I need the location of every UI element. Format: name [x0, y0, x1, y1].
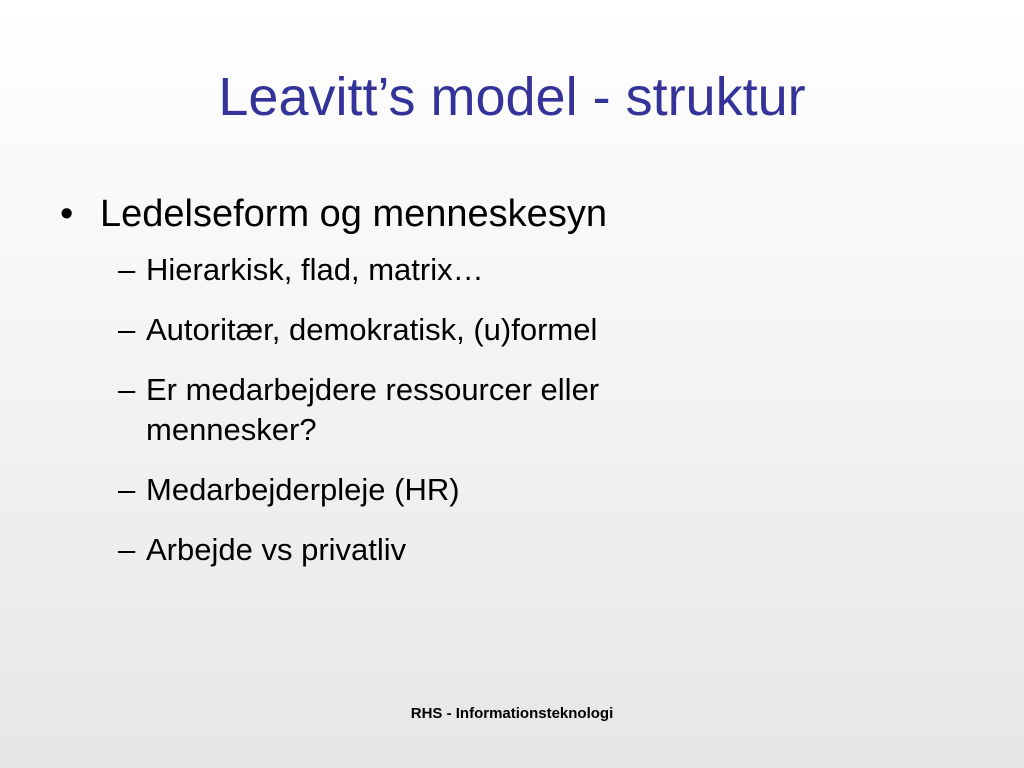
sub-bullet-text: Autoritær, demokratisk, (u)formel [146, 312, 598, 347]
sub-bullet-item [118, 530, 980, 570]
slide-title: Leavitt’s model - struktur [218, 67, 806, 127]
sub-bullet-list [118, 250, 980, 570]
sub-bullet-item [118, 310, 980, 350]
sub-bullet-marker: – [118, 532, 136, 567]
sub-bullet-marker: – [118, 472, 136, 507]
bullet-marker: • [60, 193, 74, 235]
sub-bullet-item [118, 370, 980, 450]
main-bullet [60, 188, 980, 240]
slide-footer: RHS - Informationsteknologi [410, 705, 614, 722]
sub-bullet-text: Arbejde vs privatliv [146, 532, 407, 567]
sub-bullet-text: Hierarkisk, flad, matrix… [146, 252, 484, 287]
slide-content [60, 188, 980, 590]
sub-bullet-marker: – [118, 252, 136, 287]
sub-bullet-text: Er medarbejdere ressourcer eller mennesker? [146, 372, 600, 447]
main-bullet-text: Ledelseform og menneskesyn [100, 193, 607, 235]
sub-bullet-marker: – [118, 372, 136, 407]
sub-bullet-item [118, 250, 980, 290]
sub-bullet-item [118, 470, 980, 510]
sub-bullet-marker: – [118, 312, 136, 347]
sub-bullet-text: Medarbejderpleje (HR) [146, 472, 460, 507]
